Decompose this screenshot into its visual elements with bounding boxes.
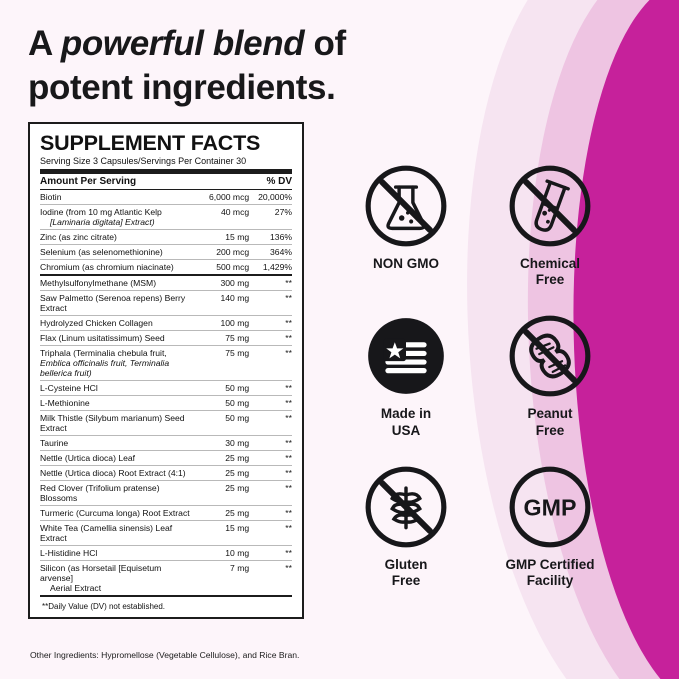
ingredient-amount: 30 mg <box>196 435 249 450</box>
table-row <box>40 505 292 520</box>
ingredient-dv: 27% <box>249 204 292 229</box>
ingredient-dv: ** <box>249 465 292 480</box>
badge-label: Made in <box>380 406 432 422</box>
ingredient-name: Nettle (Urtica dioca) Leaf <box>40 450 196 465</box>
test-tube-no-chemical-icon <box>507 163 593 249</box>
ingredient-dv: ** <box>249 315 292 330</box>
badge-label-2: Free <box>391 572 421 588</box>
serving-size-text: Serving Size 3 Capsules/Servings Per Container 30 <box>40 155 247 166</box>
ingredient-amount: 50 mg <box>196 395 249 410</box>
table-row <box>40 345 292 380</box>
table-row <box>40 330 292 345</box>
ingredient-dv: ** <box>249 545 292 560</box>
badge-grid <box>338 160 618 589</box>
ingredient-name: Milk Thistle (Silybum marianum) Seed Extract <box>40 410 196 435</box>
ingredient-amount: 140 mg <box>196 290 249 315</box>
ingredient-name: Saw Palmetto (Serenoa repens) Berry Extract <box>40 290 196 315</box>
badge-label-2: Facility <box>526 572 574 588</box>
badge-gluten-free <box>338 461 474 589</box>
table-row <box>40 465 292 480</box>
ingredient-dv: 1,429% <box>249 259 292 275</box>
ingredient-name: Turmeric (Curcuma longa) Root Extract <box>40 505 196 520</box>
ingredient-amount: 25 mg <box>196 450 249 465</box>
table-row <box>40 395 292 410</box>
header-percent-dv: % DV <box>249 174 292 190</box>
table-row <box>40 259 292 275</box>
ingredient-amount: 15 mg <box>196 520 249 545</box>
table-row <box>40 520 292 545</box>
table-row <box>40 315 292 330</box>
table-row <box>40 480 292 505</box>
table-row <box>40 410 292 435</box>
badge-gmp-certified <box>482 461 618 589</box>
ingredient-amount: 10 mg <box>196 545 249 560</box>
table-row <box>40 560 292 596</box>
ingredient-name: L-Histidine HCl <box>40 545 196 560</box>
ingredient-dv: ** <box>249 450 292 465</box>
daily-value-footnote: **Daily Value (DV) not established. <box>42 601 166 611</box>
table-row <box>40 244 292 259</box>
ingredient-name-cont: [Laminaria digitata] Extract) <box>50 216 155 227</box>
ingredient-name: Red Clover (Trifolium pratense) Blossoms <box>40 480 196 505</box>
ingredient-name: Chromium (as chromium niacinate) <box>40 259 196 275</box>
ingredient-dv: ** <box>249 395 292 410</box>
ingredient-dv: 136% <box>249 229 292 244</box>
ingredient-name: Iodine (from 10 mg Atlantic Kelp <box>40 206 162 217</box>
usa-flag-shield-icon <box>363 313 449 399</box>
ingredient-dv: ** <box>249 290 292 315</box>
ingredient-amount: 75 mg <box>196 345 249 380</box>
ingredient-amount: 75 mg <box>196 330 249 345</box>
page-title <box>28 22 498 110</box>
svg-text:GMP: GMP <box>523 494 577 521</box>
supplement-facts-title: SUPPLEMENT FACTS <box>40 131 261 155</box>
ingredient-dv: ** <box>249 520 292 545</box>
ingredient-name: Nettle (Urtica dioca) Root Extract (4:1) <box>40 465 196 480</box>
badge-peanut-free <box>482 310 618 438</box>
ingredient-name: Zinc (as zinc citrate) <box>40 229 196 244</box>
table-row <box>40 380 292 395</box>
ingredient-amount: 25 mg <box>196 465 249 480</box>
ingredient-name-cont: Emblica officinalis fruit, Terminalia bellerica fruit) <box>40 357 170 378</box>
ingredient-name: L-Methionine <box>40 395 196 410</box>
ingredient-name: Silicon (as Horsetail [Equisetum arvense] <box>40 562 162 583</box>
ingredient-name: Taurine <box>40 435 196 450</box>
supplement-facts-panel <box>28 122 304 619</box>
other-ingredients-text: Other Ingredients: Hypromellose (Vegetable Cellulose), and Rice Bran. <box>30 650 300 660</box>
table-row <box>40 545 292 560</box>
headline-post: of <box>304 24 346 63</box>
ingredient-name: Methylsulfonylmethane (MSM) <box>40 275 196 291</box>
table-row <box>40 275 292 291</box>
table-row <box>40 204 292 229</box>
gmp-seal-icon <box>507 464 593 550</box>
ingredient-amount: 15 mg <box>196 229 249 244</box>
ingredient-amount: 7 mg <box>196 560 249 596</box>
ingredient-dv: ** <box>249 380 292 395</box>
wheat-crossed-icon <box>363 464 449 550</box>
badge-label: Peanut <box>527 406 573 422</box>
flask-no-gmo-icon <box>363 163 449 249</box>
ingredient-amount: 40 mcg <box>196 204 249 229</box>
table-row <box>40 290 292 315</box>
ingredient-dv: ** <box>249 505 292 520</box>
ingredient-amount: 300 mg <box>196 275 249 291</box>
ingredient-dv: ** <box>249 480 292 505</box>
ingredient-amount: 25 mg <box>196 480 249 505</box>
peanut-crossed-icon <box>507 313 593 399</box>
ingredient-dv: ** <box>249 330 292 345</box>
badge-non-gmo <box>338 160 474 288</box>
badge-label: Chemical <box>519 256 581 271</box>
badge-label: NON GMO <box>373 256 439 271</box>
badge-label: GMP Certified <box>505 556 595 572</box>
headline-line2: potent ingredients. <box>28 67 336 107</box>
ingredient-name: Hydrolyzed Chicken Collagen <box>40 315 196 330</box>
ingredient-name: Selenium (as selenomethionine) <box>40 244 196 259</box>
badge-label-2: Free <box>535 422 565 438</box>
badge-made-in-usa <box>338 310 474 438</box>
headline-pre: A <box>28 24 61 63</box>
ingredient-dv: ** <box>249 345 292 380</box>
ingredient-amount: 50 mg <box>196 410 249 435</box>
table-row <box>40 450 292 465</box>
ingredient-name: Biotin <box>40 189 196 204</box>
table-row <box>40 435 292 450</box>
table-header-row <box>40 174 292 190</box>
ingredient-dv: ** <box>249 560 292 596</box>
ingredient-amount: 6,000 mcg <box>196 189 249 204</box>
ingredient-amount: 25 mg <box>196 505 249 520</box>
badge-label-2: Free <box>535 272 565 288</box>
ingredient-dv: 364% <box>249 244 292 259</box>
badge-chemical-free <box>482 160 618 288</box>
table-row <box>40 189 292 204</box>
ingredient-name: Flax (Linum usitatissimum) Seed <box>40 330 196 345</box>
badge-label-2: USA <box>391 422 421 438</box>
ingredient-amount: 50 mg <box>196 380 249 395</box>
supplement-facts-table <box>40 174 292 597</box>
ingredient-dv: ** <box>249 435 292 450</box>
ingredient-name: L-Cysteine HCl <box>40 380 196 395</box>
table-row <box>40 229 292 244</box>
ingredient-name: White Tea (Camellia sinensis) Leaf Extract <box>40 520 196 545</box>
headline-emphasis: powerful blend <box>60 24 305 63</box>
ingredient-name-cont: Aerial Extract <box>50 582 102 593</box>
ingredient-dv: ** <box>249 275 292 291</box>
ingredient-dv: ** <box>249 410 292 435</box>
ingredient-amount: 500 mcg <box>196 259 249 275</box>
ingredient-amount: 200 mcg <box>196 244 249 259</box>
header-amount-per-serving: Amount Per Serving <box>40 174 196 190</box>
badge-label: Gluten <box>384 556 428 572</box>
ingredient-amount: 100 mg <box>196 315 249 330</box>
ingredient-name: Triphala (Terminalia chebula fruit, <box>40 347 167 358</box>
ingredient-dv: 20,000% <box>249 189 292 204</box>
